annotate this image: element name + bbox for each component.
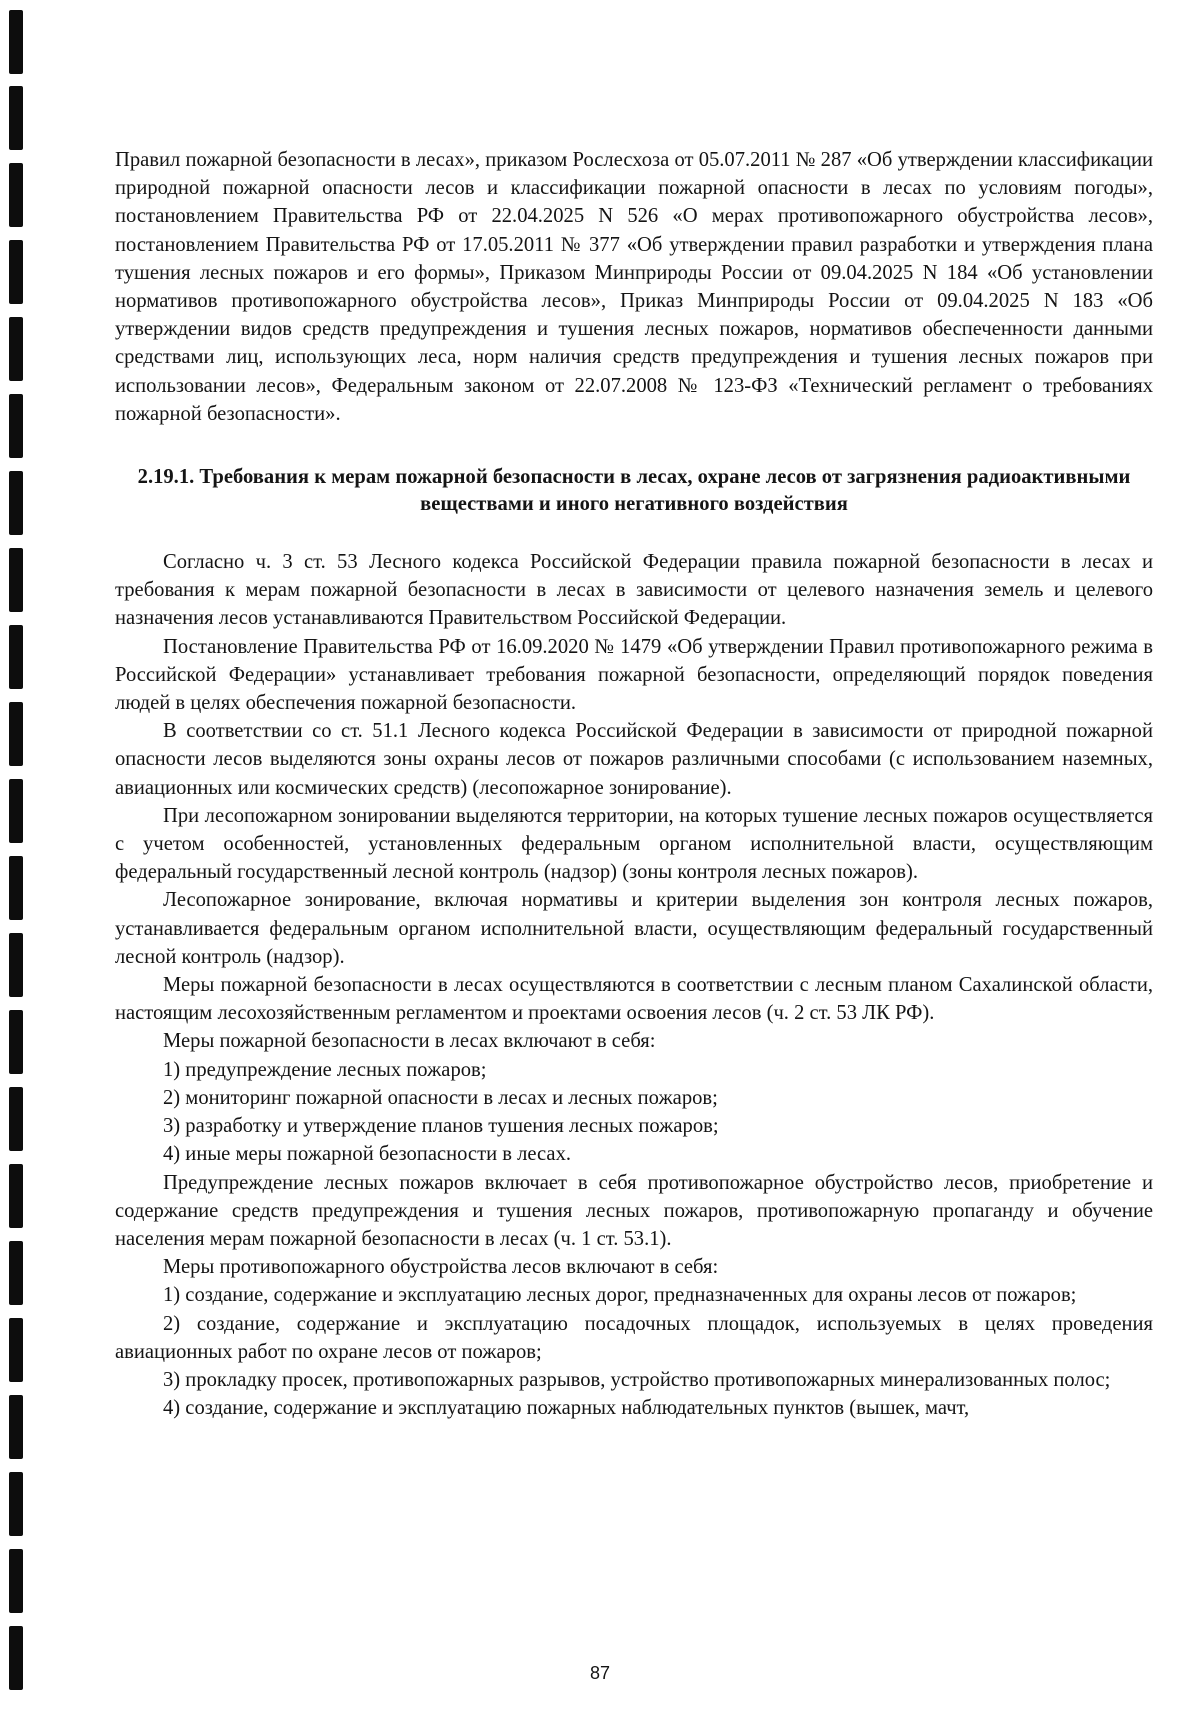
list-item: 1) предупреждение лесных пожаров; [163,1058,487,1081]
paragraph: При лесопожарном зонировании выделяются территории, на которых тушение лесных пожаров осуществляется с учетом особенностей, установленных федеральным органом исполнительной власти, осуществляющим федеральный государственный лесной контроль (надзор) (зоны контроля лесных пожаров). [115,804,1153,884]
binding-hole [9,1395,23,1459]
binding-hole [9,1164,23,1228]
list-item: 3) разработку и утверждение планов тушения лесных пожаров; [163,1115,719,1138]
binding-hole [9,10,23,74]
binding-hole [9,394,23,458]
document-page [115,146,1153,1422]
binding-hole [9,856,23,920]
binding-hole [9,1318,23,1382]
paragraph: В соответствии со ст. 51.1 Лесного кодекса Российской Федерации в зависимости от природной пожарной опасности лесов выделяются зоны охраны лесов от пожаров различными способами (с использованием наземных, авиационных или космических средств) (лесопожарное зонирование). [115,720,1153,799]
binding-strip [0,0,60,1715]
list-item: 1) создание, содержание и эксплуатацию лесных дорог, предназначенных для охраны лесов от пожаров; [163,1284,1077,1307]
binding-hole [9,779,23,843]
section-heading: 2.19.1. Требования к мерам пожарной безопасности в лесах, охране лесов от загрязнения радиоактивными веществами и иного негативного воздействия [137,466,1131,516]
binding-hole [9,1087,23,1151]
binding-hole [9,240,23,304]
binding-hole [9,1241,23,1305]
binding-hole [9,86,23,150]
paragraph: Лесопожарное зонирование, включая нормативы и критерии выделения зон контроля лесных пожаров, устанавливается федеральным органом исполнительной власти, осуществляющим федеральный государственный лесной контроль (надзор). [115,889,1153,968]
binding-hole [9,163,23,227]
list-intro: Меры пожарной безопасности в лесах включают в себя: [163,1030,656,1053]
binding-hole [9,702,23,766]
binding-hole [9,1472,23,1536]
list-intro: Меры противопожарного обустройства лесов включают в себя: [163,1256,719,1279]
binding-hole [9,1549,23,1613]
list-item: 4) иные меры пожарной безопасности в лесах. [163,1143,572,1166]
paragraph: Меры пожарной безопасности в лесах осуществляются в соответствии с лесным планом Сахалинской области, настоящим лесохозяйственным регламентом и проектами освоения лесов (ч. 2 ст. 53 ЛК РФ). [115,974,1153,1025]
binding-hole [9,1010,23,1074]
binding-hole [9,625,23,689]
paragraph: Согласно ч. 3 ст. 53 Лесного кодекса Российской Федерации правила пожарной безопасности в лесах и требования к мерам пожарной безопасности в лесах в зависимости от целевого назначения земель и целевого назначения лесов устанавливаются Правительством Российской Федерации. [115,551,1153,630]
paragraph: Постановление Правительства РФ от 16.09.2020 № 1479 «Об утверждении Правил противопожарного режима в Российской Федерации» устанавливает требования пожарной безопасности, определяющий порядок поведения людей в целях обеспечения пожарной безопасности. [115,635,1153,715]
list-item: 3) прокладку просек, противопожарных разрывов, устройство противопожарных минерализованных полос; [163,1368,1111,1391]
page-number: 87 [589,1663,611,1683]
list-item: 4) создание, содержание и эксплуатацию пожарных наблюдательных пунктов (вышек, мачт, [163,1397,970,1420]
binding-hole [9,548,23,612]
binding-hole [9,471,23,535]
list-item: 2) создание, содержание и эксплуатацию посадочных площадок, используемых в целях проведения авиационных работ по охране лесов от пожаров; [115,1312,1153,1363]
list-item: 2) мониторинг пожарной опасности в лесах и лесных пожаров; [163,1086,718,1109]
binding-hole [9,317,23,381]
paragraph: Предупреждение лесных пожаров включает в себя противопожарное обустройство лесов, приобретение и содержание средств предупреждения и тушения лесных пожаров, противопожарную пропаганду и обучение населения мерам пожарной безопасности в лесах (ч. 1 ст. 53.1). [115,1171,1153,1250]
intro-paragraph: Правил пожарной безопасности в лесах», приказом Рослесхоза от 05.07.2011 № 287 «Об утверждении классификации природной пожарной опасности лесов и классификации пожарной опасности в лесах по условиям погоды», постановлением Правительства РФ от 22.04.2025 N 526 «О мерах противопожарного обустройства лесов», постановлением Правительства РФ от 17.05.2011 № 377 «Об утверждении правил разработки и утверждения плана тушения лесных пожаров и его формы», Приказом Минприроды России от 09.04.2025 N 184 «Об установлении нормативов противопожарного обустройства лесов», Приказ Минприроды России от 09.04.2025 N 183 «Об утверждении видов средств предупреждения и тушения лесных пожаров, нормативов обеспеченности данными средствами лиц, использующих леса, норм наличия средств предупреждения и тушения лесных пожаров при использовании лесов», Федеральным законом от 22.07.2008 № 123-ФЗ «Технический регламент о требованиях пожарной безопасности». [115,149,1153,425]
binding-hole [9,933,23,997]
